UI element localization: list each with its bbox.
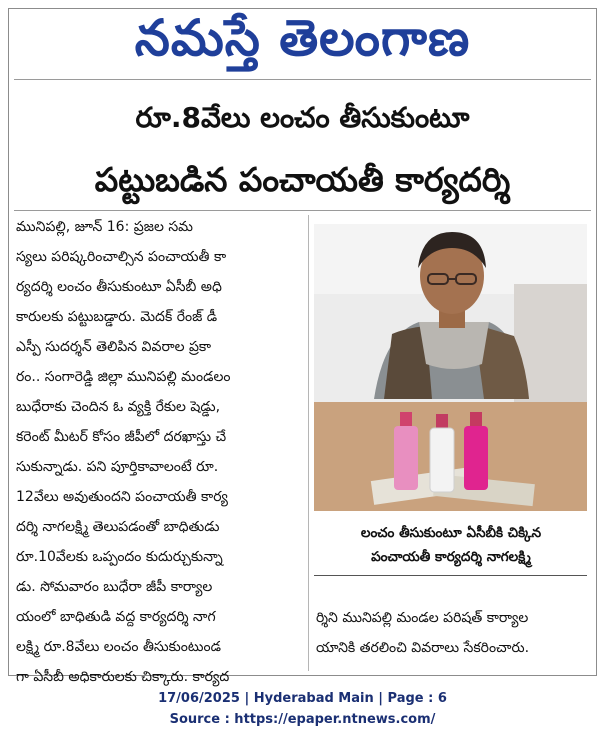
article-line: లక్ష్మి రూ.8వేలు లంచం తీసుకుంటుండ (16, 639, 221, 655)
continuation-line: ర్శిని మునిపల్లి మండల పరిషత్ కార్యాల (316, 610, 529, 626)
article-line: దర్శి నాగలక్ష్మి తెలుపడంతో బాధితుడు (16, 519, 220, 535)
article-line: గా ఏసీబీ అధికారులకు చిక్కారు. కార్యద (16, 669, 230, 685)
caption-line-1: లంచం తీసుకుంటూ ఏసీబీకి చిక్కిన (360, 525, 542, 541)
article-line: ఎస్పీ సుదర్శన్ తెలిపిన వివరాల ప్రకా (16, 339, 212, 355)
caption-line-2: పంచాయతీ కార్యదర్శి నాగలక్ష్మి (371, 549, 531, 565)
article-line: రూ.10వేలకు ఒప్పందం కుదుర్చుకున్నా (16, 549, 223, 565)
article-line: కరెంట్ మీటర్ కోసం జీపీలో దరఖాస్తు చే (16, 429, 227, 445)
continuation-line: యానికి తరలించి వివరాలు సేకరించారు. (316, 640, 530, 656)
article-line: స్యలు పరిష్కరించాల్సిన పంచాయతీ కా (16, 249, 227, 265)
masthead-divider (14, 79, 591, 80)
article-line: మునిపల్లి, జూన్ 16: ప్రజల సమ (16, 219, 193, 235)
article-line: ర్యదర్శి లంచం తీసుకుంటూ ఏసీబీ అధి (16, 279, 222, 295)
article-continuation (316, 603, 588, 663)
headline-line-2: పట్టుబడిన పంచాయతీ కార్యదర్శి (94, 160, 511, 199)
article-line: బుధేరాకు చెందిన ఓ వ్యక్తి రేకుల షెడ్డు, (16, 399, 221, 415)
photo-illustration (314, 224, 587, 511)
column-divider (308, 215, 309, 671)
caption-divider (314, 575, 587, 576)
photo-caption (318, 521, 584, 569)
article-line: కారులకు పట్టుబడ్డారు. మెదక్ రేంజ్ డీ (16, 309, 218, 325)
headline-line-1: రూ.8వేలు లంచం తీసుకుంటూ (135, 101, 470, 134)
article-line: 12వేలు అవుతుందని పంచాయతీ కార్య (16, 489, 228, 505)
publication-info: 17/06/2025 | Hyderabad Main | Page : 6 (158, 691, 447, 706)
source-url: Source : https://epaper.ntnews.com/ (169, 712, 436, 727)
article-line: రం.. సంగారెడ్డి జిల్లా మునిపల్లి మండలం (16, 369, 231, 385)
headline-divider (14, 210, 591, 211)
source-footer (0, 688, 605, 730)
article-line: యంలో బాధితుడి వద్ద కార్యదర్శి నాగ (16, 609, 216, 625)
article-line: డు. సోమవారం బుధేరా జీపీ కార్యాల (16, 579, 213, 595)
news-photo (314, 224, 587, 511)
article-body (16, 212, 306, 692)
article-line: సుకున్నాడు. పని పూర్తికావాలంటే రూ. (16, 459, 219, 475)
newspaper-masthead: నమస్తే తెలంగాణ (134, 9, 471, 67)
